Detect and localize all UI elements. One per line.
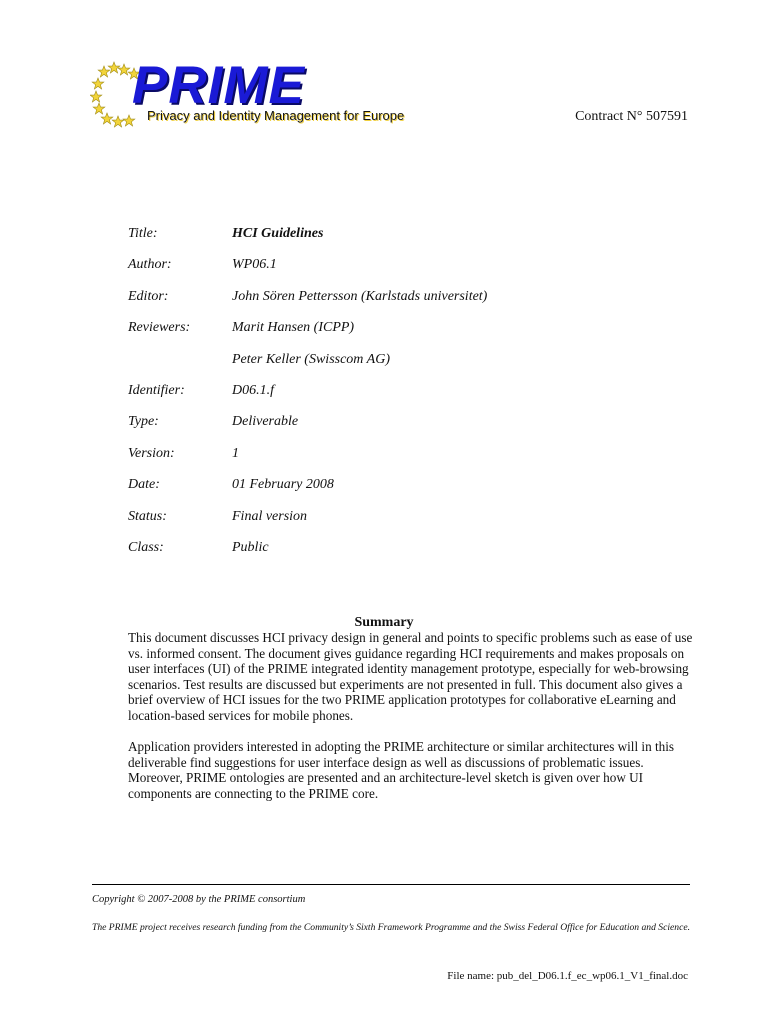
- metadata-label: Identifier:: [128, 382, 185, 398]
- contract-number: Contract N° 507591: [575, 109, 688, 124]
- metadata-value: Deliverable: [232, 414, 299, 430]
- metadata-value: 1: [232, 445, 239, 461]
- metadata-row-author: [128, 256, 648, 287]
- metadata-row-type: [128, 413, 648, 444]
- metadata-value: Marit Hansen (ICPP): [232, 320, 355, 336]
- metadata-label: Author:: [128, 257, 172, 273]
- metadata-label: Status:: [128, 508, 167, 524]
- logo-tagline: Privacy and Identity Management for Europe: [147, 108, 405, 123]
- metadata-row-editor: [128, 288, 648, 319]
- metadata-label: Editor:: [128, 288, 169, 304]
- metadata-row-status: [128, 508, 648, 539]
- metadata-row-version: [128, 445, 648, 476]
- document-title: HCI Guidelines: [232, 226, 324, 241]
- metadata-row-date: [128, 476, 648, 507]
- metadata-label: Class:: [128, 539, 164, 555]
- metadata-value: Peter Keller (Swisscom AG): [232, 351, 390, 367]
- footer-divider: [92, 884, 690, 885]
- metadata-row-reviewers-2: [128, 351, 648, 382]
- metadata-value: WP06.1: [232, 257, 277, 273]
- metadata-value: 01 February 2008: [232, 477, 334, 493]
- metadata-row-identifier: [128, 382, 648, 413]
- metadata-table: [128, 225, 648, 570]
- summary-paragraph: This document discusses HCI privacy design in general and points to specific problems such as ease of use vs. informed consent. The document gives guidance regarding HCI requirements and makes proposals on user interfaces (UI) of the PRIME integrated identity management prototype, especially for web-browsing scenarios. Test results are discussed but experiments are not presented in full. This document also gives a brief overview of HCI issues for the two PRIME application prototypes for collaborative eLearning and location-based services for mobile phones.: [128, 630, 693, 723]
- metadata-row-reviewers: [128, 319, 648, 350]
- metadata-row-title: [128, 225, 648, 256]
- funding-notice: The PRIME project receives research funding from the Community’s Sixth Framework Programme and the Swiss Federal Office for Education and Science.: [92, 922, 690, 933]
- copyright-notice: Copyright © 2007-2008 by the PRIME consortium: [92, 894, 306, 905]
- prime-logo: [90, 58, 490, 136]
- metadata-label: Date:: [128, 477, 160, 493]
- metadata-label: Version:: [128, 445, 175, 461]
- logo-wordmark: PRIME: [132, 56, 305, 115]
- summary-paragraph: Application providers interested in adopting the PRIME architecture or similar architectures will in this deliverable find suggestions for user interface design as well as discussions of problematic issues. Moreover, PRIME ontologies are presented and an architecture-level sketch is given over how UI components are connecting to the PRIME core.: [128, 739, 675, 801]
- file-name: File name: pub_del_D06.1.f_ec_wp06.1_V1_final.doc: [447, 970, 688, 982]
- metadata-row-class: [128, 539, 648, 570]
- metadata-value: John Sören Pettersson (Karlstads universitet): [232, 288, 488, 304]
- metadata-value: D06.1.f: [232, 382, 274, 398]
- metadata-value: Final version: [232, 508, 308, 524]
- metadata-label: Type:: [128, 414, 159, 430]
- summary-heading: Summary: [354, 615, 414, 630]
- metadata-label: Reviewers:: [128, 320, 191, 336]
- metadata-label: Title:: [128, 226, 158, 241]
- metadata-value: Public: [232, 539, 269, 555]
